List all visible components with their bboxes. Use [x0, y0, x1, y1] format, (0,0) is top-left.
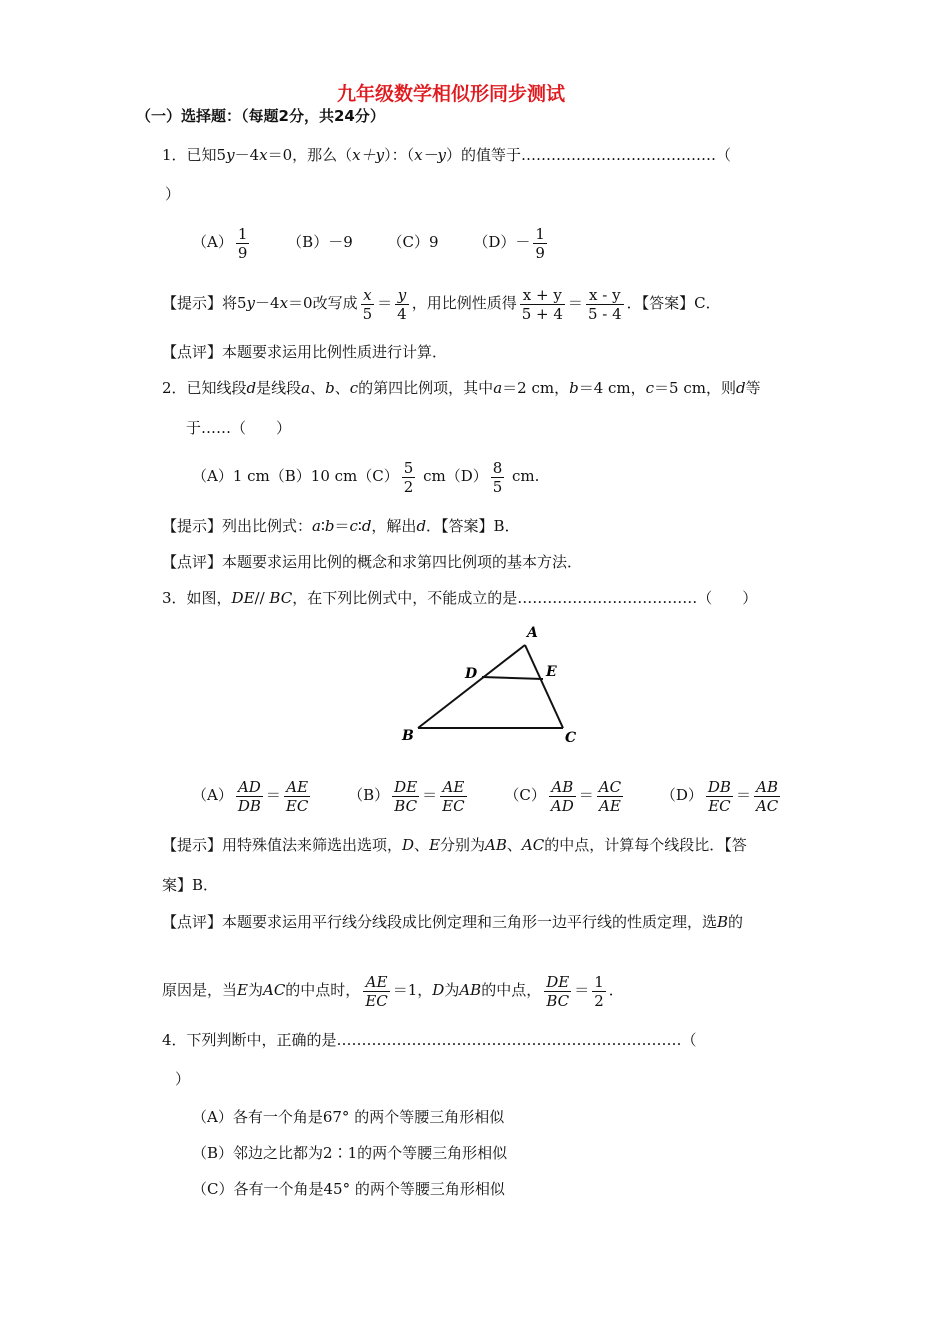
q4-paren-close: ）: [175, 1070, 191, 1088]
segment-de: [482, 677, 543, 679]
q3-comment: 【点评】本题要求运用平行线分线段成比例定理和三角形一边平行线的性质定理，选B的: [162, 913, 744, 931]
q4-option-c: （C）各有一个角是45° 的两个等腰三角形相似: [192, 1180, 505, 1198]
edge-ac: [525, 645, 563, 728]
q3-stem: 3．如图，DE// BC，在下列比例式中，不能成立的是………………………………（ ）: [162, 589, 758, 607]
q4-option-b: （B）邻边之比都为2∶1的两个等腰三角形相似: [192, 1144, 508, 1162]
page-title: 九年级数学相似形同步测试: [337, 83, 566, 105]
label-d: D: [465, 666, 478, 682]
q2-options: （A）1 cm（B）10 cm（C） $\frac{5}{2}$ cm（D） $\frac{8}{5}$ cm.: [192, 458, 540, 496]
q1-option-c: （C）9: [387, 233, 439, 251]
q1-options: [192, 222, 580, 262]
q3-reason: 原因是，当E为AC的中点时， $\frac{AE}{EC}$ ＝1，D为AB的中点， $\frac{DE}{BC}$ ＝ $\frac{1}{2}$ ．: [162, 972, 624, 1010]
q1-paren-close: ）: [165, 185, 181, 203]
section-heading: （一）选择题：（每题2分，共24分）: [136, 107, 385, 125]
edge-ab: [418, 645, 525, 728]
q1-stem: 1．已知5y－4x＝0，那么（x＋y）：（x－y）的值等于…………………………………（: [162, 146, 732, 164]
q2-comment: 【点评】本题要求运用比例的概念和求第四比例项的基本方法．: [162, 553, 583, 571]
q1-option-a: （A） $\frac{1}{9}$: [192, 224, 248, 262]
label-c: C: [565, 730, 577, 746]
q3-option-a: （A） $\frac{AD}{DB}$ ＝ $\frac{AE}{EC}$: [192, 777, 309, 815]
q1-comment: 【点评】本题要求运用比例性质进行计算．: [162, 343, 448, 361]
q2-stem: 2．已知线段d是线段a、b、c的第四比例项，其中a＝2 cm，b＝4 cm，c＝5 cm，则d等: [162, 379, 761, 397]
label-b: B: [402, 728, 414, 744]
q1-hint: 【提示】将5y－4x＝0改写成 $\frac{x}{5}$ ＝ $\frac{y}{4}$ ，用比例性质得 $\frac{x + y}{5 + 4}$ ＝ $\frac{x - y}{5 - 4}$ ．【答案】C．: [162, 285, 721, 323]
q3-option-d: （D） $\frac{DB}{EC}$ ＝ $\frac{AB}{AC}$: [660, 777, 779, 815]
label-a: A: [527, 625, 538, 641]
q1-option-b: （B）－9: [287, 233, 353, 251]
q3-option-b: （B） $\frac{DE}{BC}$ ＝ $\frac{AE}{EC}$: [348, 777, 465, 815]
triangle-figure: [395, 622, 595, 752]
label-e: E: [546, 664, 557, 680]
q3-hint-line2: 案】B．: [162, 876, 219, 894]
q3-option-c: （C） $\frac{AB}{AD}$ ＝ $\frac{AC}{AE}$: [504, 777, 622, 815]
q3-options: [192, 775, 813, 815]
q3-hint: 【提示】用特殊值法来筛选出选项，D、E分别为AB、AC的中点，计算每个线段比．【答: [162, 836, 747, 854]
q4-option-a: （A）各有一个角是67° 的两个等腰三角形相似: [192, 1108, 505, 1126]
q2-stem-line2: 于……（ ）: [186, 419, 292, 437]
q1-option-d: （D）－ $\frac{1}{9}$: [473, 224, 545, 262]
q2-hint: 【提示】列出比例式：a∶b＝c∶d，解出d．【答案】B．: [162, 517, 520, 535]
q4-stem: 4．下列判断中，正确的是……………………………………………………………（: [162, 1031, 697, 1049]
